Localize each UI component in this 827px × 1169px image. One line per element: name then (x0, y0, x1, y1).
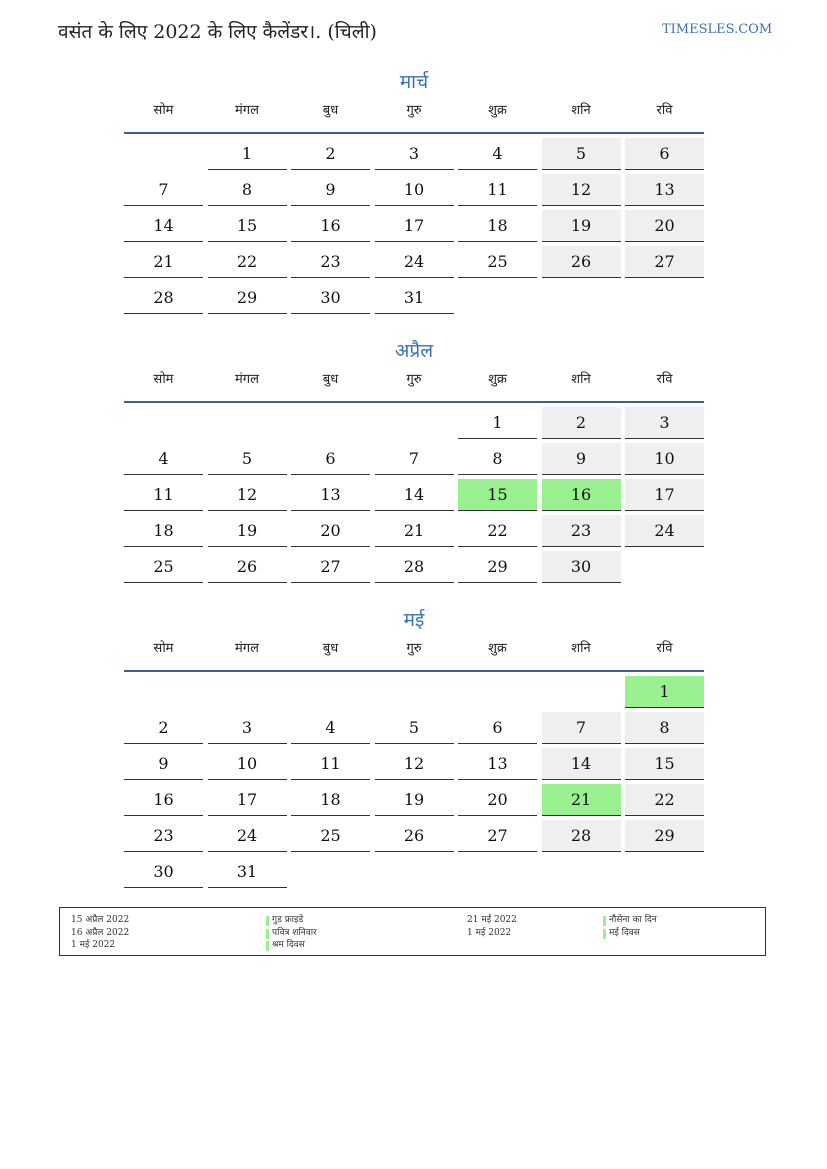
day-cell: 25 (124, 551, 203, 583)
day-cell: 24 (208, 820, 287, 852)
weekday-label: बुध (322, 372, 339, 387)
weekday-label: रवि (656, 103, 673, 118)
day-cell: 21 (124, 246, 203, 278)
day-cell: 19 (208, 515, 287, 547)
empty-cell (291, 407, 370, 439)
month-name: अप्रैल (394, 340, 434, 362)
day-cell: 15 (625, 748, 704, 780)
day-cell: 2 (542, 407, 621, 439)
day-grid (124, 407, 704, 583)
day-cell: 2 (124, 712, 203, 744)
day-cell: 13 (458, 748, 537, 780)
day-cell: 30 (124, 856, 203, 888)
day-cell: 3 (625, 407, 704, 439)
day-cell: 9 (124, 748, 203, 780)
day-cell: 19 (375, 784, 454, 816)
day-cell: 29 (208, 282, 287, 314)
day-cell: 1 (458, 407, 537, 439)
day-cell: 20 (625, 210, 704, 242)
day-cell: 24 (625, 515, 704, 547)
legend-date: 15 अप्रैल 2022 (71, 915, 130, 925)
day-cell: 9 (542, 443, 621, 475)
empty-cell (542, 676, 621, 708)
weekday-label: शनि (571, 372, 591, 387)
weekday-header-row (124, 102, 704, 134)
legend-date: 1 मई 2022 (71, 940, 116, 950)
day-cell: 29 (458, 551, 537, 583)
legend-holiday-name: मई दिवस (603, 928, 640, 938)
day-cell: 13 (291, 479, 370, 511)
empty-cell (124, 138, 203, 170)
weekday-label: मंगल (235, 641, 259, 656)
day-cell: 17 (375, 210, 454, 242)
month-may (124, 606, 704, 888)
day-cell: 21 (375, 515, 454, 547)
day-cell: 23 (124, 820, 203, 852)
day-cell: 14 (124, 210, 203, 242)
day-cell: 25 (458, 246, 537, 278)
holiday-legend (59, 907, 766, 956)
day-cell: 20 (458, 784, 537, 816)
day-cell: 18 (124, 515, 203, 547)
day-cell: 14 (375, 479, 454, 511)
day-cell: 10 (208, 748, 287, 780)
day-cell: 10 (375, 174, 454, 206)
day-cell: 3 (208, 712, 287, 744)
empty-cell (375, 676, 454, 708)
legend-dates-left (71, 914, 129, 952)
month-april (124, 337, 704, 583)
day-cell: 2 (291, 138, 370, 170)
day-cell: 8 (208, 174, 287, 206)
day-cell: 13 (625, 174, 704, 206)
day-cell: 9 (291, 174, 370, 206)
holiday-day-cell: 15 (458, 479, 537, 511)
day-cell: 31 (208, 856, 287, 888)
day-cell: 27 (625, 246, 704, 278)
day-cell: 18 (458, 210, 537, 242)
legend-holiday-name: पवित्र शनिवार (266, 928, 317, 938)
day-cell: 14 (542, 748, 621, 780)
empty-cell (208, 407, 287, 439)
month-name: मई (403, 609, 425, 631)
day-cell: 28 (124, 282, 203, 314)
day-cell: 7 (124, 174, 203, 206)
site-link[interactable]: TIMESLES.COM (662, 22, 773, 37)
legend-date: 21 मई 2022 (467, 915, 517, 925)
day-cell: 6 (458, 712, 537, 744)
day-cell: 20 (291, 515, 370, 547)
legend-dates-right (467, 914, 517, 939)
day-cell: 12 (375, 748, 454, 780)
weekday-label: सोम (153, 103, 174, 118)
day-cell: 24 (375, 246, 454, 278)
weekday-label: सोम (153, 372, 174, 387)
weekday-label: शुक्र (488, 641, 507, 656)
weekday-header-row (124, 640, 704, 672)
day-cell: 28 (542, 820, 621, 852)
day-cell: 11 (458, 174, 537, 206)
day-cell: 16 (124, 784, 203, 816)
weekday-label: बुध (322, 103, 339, 118)
day-grid (124, 676, 704, 888)
weekday-label: शनि (571, 641, 591, 656)
month-march (124, 68, 704, 314)
day-cell: 12 (208, 479, 287, 511)
legend-holiday-name: गुड फ्राइडे (266, 915, 303, 925)
day-cell: 26 (542, 246, 621, 278)
day-cell: 7 (542, 712, 621, 744)
day-cell: 5 (375, 712, 454, 744)
holiday-day-cell: 21 (542, 784, 621, 816)
day-cell: 6 (291, 443, 370, 475)
holiday-day-cell: 16 (542, 479, 621, 511)
day-cell: 27 (458, 820, 537, 852)
day-cell: 22 (458, 515, 537, 547)
day-cell: 3 (375, 138, 454, 170)
day-cell: 8 (458, 443, 537, 475)
day-cell: 4 (124, 443, 203, 475)
empty-cell (375, 407, 454, 439)
day-cell: 11 (291, 748, 370, 780)
day-cell: 26 (208, 551, 287, 583)
day-cell: 12 (542, 174, 621, 206)
weekday-label: मंगल (235, 372, 259, 387)
legend-names-left (266, 914, 317, 952)
day-cell: 23 (542, 515, 621, 547)
day-cell: 1 (208, 138, 287, 170)
day-cell: 23 (291, 246, 370, 278)
weekday-label: गुरु (406, 103, 422, 118)
month-name: मार्च (399, 71, 429, 93)
day-cell: 8 (625, 712, 704, 744)
legend-holiday-name: श्रम दिवस (266, 940, 305, 950)
day-cell: 26 (375, 820, 454, 852)
weekday-label: रवि (656, 641, 673, 656)
empty-cell (291, 676, 370, 708)
day-cell: 29 (625, 820, 704, 852)
weekday-label: मंगल (235, 103, 259, 118)
page-title: वसंत के लिए 2022 के लिए कैलेंडर।. (चिली) (58, 21, 377, 43)
weekday-label: शनि (571, 103, 591, 118)
day-cell: 4 (291, 712, 370, 744)
empty-cell (458, 676, 537, 708)
day-cell: 31 (375, 282, 454, 314)
day-cell: 19 (542, 210, 621, 242)
weekday-label: रवि (656, 372, 673, 387)
empty-cell (124, 676, 203, 708)
day-cell: 17 (625, 479, 704, 511)
weekday-label: बुध (322, 641, 339, 656)
day-cell: 28 (375, 551, 454, 583)
weekday-label: शुक्र (488, 103, 507, 118)
day-cell: 22 (625, 784, 704, 816)
day-cell: 15 (208, 210, 287, 242)
day-cell: 10 (625, 443, 704, 475)
weekday-header-row (124, 371, 704, 403)
day-cell: 30 (542, 551, 621, 583)
day-cell: 6 (625, 138, 704, 170)
weekday-label: गुरु (406, 641, 422, 656)
holiday-day-cell: 1 (625, 676, 704, 708)
empty-cell (124, 407, 203, 439)
legend-date: 16 अप्रैल 2022 (71, 927, 130, 938)
day-cell: 11 (124, 479, 203, 511)
legend-names-right (603, 914, 657, 939)
weekday-label: सोम (153, 641, 174, 656)
empty-cell (208, 676, 287, 708)
day-cell: 17 (208, 784, 287, 816)
day-cell: 16 (291, 210, 370, 242)
day-cell: 5 (542, 138, 621, 170)
day-cell: 27 (291, 551, 370, 583)
day-cell: 25 (291, 820, 370, 852)
day-cell: 5 (208, 443, 287, 475)
day-cell: 30 (291, 282, 370, 314)
legend-date: 1 मई 2022 (467, 927, 512, 938)
day-grid (124, 138, 704, 314)
legend-holiday-name: नौसेना का दिन (603, 915, 657, 925)
weekday-label: शुक्र (488, 372, 507, 387)
day-cell: 18 (291, 784, 370, 816)
day-cell: 22 (208, 246, 287, 278)
day-cell: 7 (375, 443, 454, 475)
weekday-label: गुरु (406, 372, 422, 387)
day-cell: 4 (458, 138, 537, 170)
